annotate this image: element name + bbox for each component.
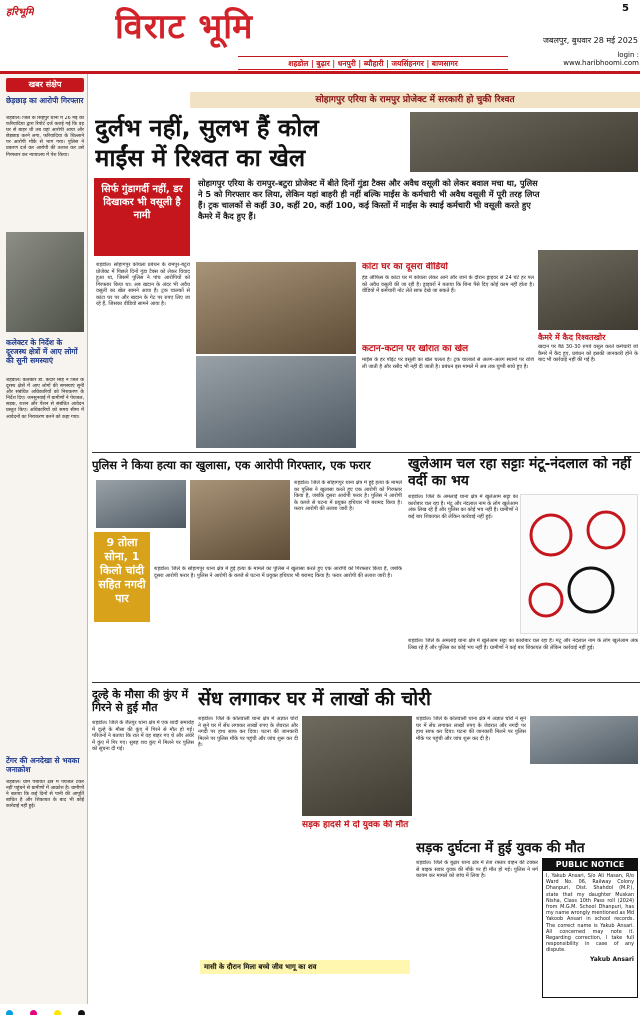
lead-kicker: सोहागपुर एरिया के रामपुर प्रोजेक्ट में सरकारी हो चुकी रिश्वत [190, 92, 640, 108]
brand-logo: हरिभूमि [6, 7, 34, 18]
sidebar-item1-text: शहडोल। जिले के सिंहपुर थाना में 26 मई को फरियादिया द्वारा रिपोर्ट दर्ज कराई गई कि वह घर से बाहर थी तब वहां आरोपी आया और छेड़छाड़ करने लगा, फरियादिया के चिल्लाने पर आरोपी मौके से भाग गया। पुलिस ने प्रकरण दर्ज कर आरोपी की तलाश कर उसे गिरफ्तार कर न्यायालय में पेश किया। [6, 116, 84, 158]
print-registration-marks [0, 1004, 640, 1015]
satta-illustration [520, 494, 638, 634]
lottery-numbers-icon [521, 495, 638, 634]
satta-headline[interactable]: खुलेआम चल रहा सट्टाः मंटू-नंदलाल को नहीं वर्दी का भय [408, 456, 632, 489]
notice-text: I, Yakub Ansari, S/o Ali Hasan, R/o Ward No. 06, Railway Colony Dhanpuri, Dist. Shahdol (M.P.), state that my daughter Muskan Nisha, Class 10th Pass roll (2024) from M.G.M. School Dhanpuri, has my name wrongly mentioned as Md Yakoob Ansari in school records. The correct name is Yakub Ansari. All concerned may note it. Regarding correction, I take full responsibility in case of any dispute. [546, 873, 634, 954]
sidebar-item3-heading[interactable]: टेंगर की अनदेखा से भवका जनाक्रोश [6, 756, 80, 774]
lead-col3: माईंस के हर पॉइंट पर वसूली का खेल चलता है। ट्रक चालकों से अलग-अलग स्थानों पर राशि ली जाती है और रसीद भी नहीं दी जाती है। प्रबंधन इस मामले में अब तक चुप्पी साधे हुए है। [362, 357, 534, 370]
lead-headline-line1: दुर्लभ नहीं, सुलभ हैं कोल [95, 114, 319, 142]
lead-subhead1: कांटा घर का दूसरा वीडियो [362, 262, 448, 272]
sidebar-item2-text: शहडोल। कलेक्टर डॉ. केदार सिंह ने जिले के दूरस्थ क्षेत्रों में आए लोगों की समस्याएं सुनीं और संबंधित अधिकारियों को निराकरण के निर्देश दिए। जनसुनवाई में ग्रामीणों ने पेयजल, सड़क, राशन और पेंशन से संबंधित आवेदन प्रस्तुत किए। अधिकारियों को समय सीमा में आवेदनों का निराकरण करने को कहा गया। [6, 378, 84, 420]
lead-right-text: खदान पर बैठे 30-30 रुपये वसूल करते कर्मचारी जो कैमरे में कैद हुए, प्रबंधन को इसकी जानकारी होने के बाद भी कार्रवाई नहीं की गई है। [538, 344, 638, 363]
lead-headline[interactable] [95, 113, 405, 173]
public-notice [542, 858, 638, 998]
well-headline[interactable]: दूल्हे के मौसा की कुंए में गिरने से हुई मौत [92, 688, 189, 714]
police-body: शहडोल। जिले के सोहागपुर थाना क्षेत्र में हुई हत्या के मामले का पुलिस ने खुलासा करते हुए एक आरोपी को गिरफ्तार किया है, जबकि दूसरा आरोपी फरार है। पुलिस ने आरोपी के कब्जे से घटना में प्रयुक्त हथियार भी बरामद किया है। फरार आरोपी की तलाश जारी है। [154, 566, 402, 579]
registration-dot-cyan [6, 1010, 13, 1015]
lead-col2: हेड ऑफिस के कांटा घर में कोयला लेकर आने और जाने के दौरान ड्राइवर से 24 घंटे हर पल को अवैध वसूली की जा रही है। ड्राइवरों ने बताया कि बिना पैसे दिए कोई काम नहीं होता है। वीडियो में कर्मचारी नोट लेते साफ देखे जा सकते हैं। [362, 275, 534, 294]
lead-photo-bribe [538, 250, 638, 330]
lead-photo-office [196, 262, 356, 354]
gold-theft-box: 9 तोला सोना, 1 किलो चांदी सहित नगदी पार [94, 532, 150, 622]
edition-list: शहडोल | बुढ़ार | धनपुरी | ब्यौहारी | जयसिंहनगर | बाणसागर [238, 56, 508, 70]
date-line: जबलपुर, बुधवार 28 मई 2025 [543, 36, 638, 45]
theft-headline[interactable]: सेंध लगाकर घर में लाखों की चोरी [198, 688, 431, 710]
masthead-title: विराट भूमि [115, 7, 254, 47]
road-boxed-brief: मासी के दौरान मिला बच्चे जीव भागू का शव [200, 960, 410, 974]
theft-body: शहडोल। जिले के कोतवाली थाना क्षेत्र में अज्ञात चोरों ने सूने घर में सेंध लगाकर लाखों रुपए के जेवरात और नगदी पर हाथ साफ कर दिया। घटना की जानकारी मिलने पर पुलिस मौके पर पहुंची और जांच शुरू कर दी है। [416, 716, 526, 742]
sidebar-photo [6, 232, 84, 332]
lead-headline-line2: माईंस में रिश्वत का खेल [95, 144, 306, 172]
theft-photo [302, 716, 412, 816]
police-text: शहडोल। जिले के सोहागपुर थाना क्षेत्र में हुई हत्या के मामले का पुलिस ने खुलासा करते हुए एक आरोपी को गिरफ्तार किया है, जबकि दूसरा आरोपी फरार है। पुलिस ने आरोपी के कब्जे से घटना में प्रयुक्त हथियार भी बरामद किया है। फरार आरोपी की तलाश जारी है। [294, 480, 402, 512]
registration-dot-yellow [54, 1010, 61, 1015]
page-number: 5 [622, 3, 629, 14]
sidebar-item2-heading[interactable]: कलेक्टर के निर्देश के दूरजस्थ क्षेत्रों में आए लोगों की सुनी समस्याएं [6, 338, 78, 365]
lead-photo-caption: कैमरे में कैद रिश्वतखोर [538, 333, 606, 342]
theft-text: शहडोल। जिले के कोतवाली थाना क्षेत्र में अज्ञात चोरों ने सूने घर में सेंध लगाकर लाखों रुपए के जेवरात और नगदी पर हाथ साफ कर दिया। घटना की जानकारी मिलने पर पुलिस मौके पर पहुंची और जांच शुरू कर दी है। [198, 716, 298, 748]
satta-text: शहडोल। जिले के अमलाई थाना क्षेत्र में खुलेआम सट्टा का कारोबार चल रहा है। मंटू और नंदलाल नाम के लोग खुलेआम अंक लिख रहे हैं और पुलिस का कोई भय नहीं है। ग्रामीणों ने कई बार शिकायत की लेकिन कार्रवाई नहीं हुई। [408, 494, 518, 520]
satta-body: शहडोल। जिले के अमलाई थाना क्षेत्र में खुलेआम सट्टा का कारोबार चल रहा है। मंटू और नंदलाल नाम के लोग खुलेआम अंक लिख रहे हैं और पुलिस का कोई भय नहीं है। ग्रामीणों ने कई बार शिकायत की लेकिन कार्रवाई नहीं हुई। [408, 638, 638, 651]
section-divider-2 [92, 682, 640, 683]
masthead-divider [0, 71, 640, 74]
police-photo-accused [190, 480, 290, 560]
sidebar-item1-heading[interactable]: छेड़छाड़ का आरोपी गिरफ्तार [6, 96, 84, 105]
road-headline[interactable]: सड़क दुर्घटना में हुई युवक की मौत [416, 840, 585, 856]
well-text: शहडोल। जिले के जैतपुर थाना क्षेत्र में एक शादी समारोह में दूल्हे के मौसा की कुंए में गिरने से मौत हो गई। परिजनों ने बताया कि रात में वह बाहर गए थे और अंधेरे में कुंए में गिर गए। सुबह शव कुंए में मिलने पर पुलिस को सूचना दी गई। [92, 720, 194, 752]
lead-subhead2: कटान-कटान पर खोरात का खेल [362, 344, 469, 354]
police-headline[interactable]: पुलिस ने किया हत्या का खुलासा, एक आरोपी गिरफ्तार, एक फरार [92, 458, 371, 472]
sidebar-badge: खबर संक्षेप [6, 78, 84, 92]
lead-col1: शहडोल। सोहागपुर कोयला प्रबंधन के रामपुर-बटुरा प्रोजेक्ट में पिछले दिनों गुंडा टैक्स को लेकर विवाद हुआ था, जिसमें पुलिस ने पांच आरोपियों को गिरफ्तार किया था। अब खदान के अंदर भी अवैध वसूली का खेल सामने आया है। ट्रक चालकों से कांटा घर पर और खदान के गेट पर रुपए लिए जा रहे हैं, जिसका वीडियो सामने आया है। [96, 262, 190, 307]
notice-signature: Yakub Ansari [589, 955, 634, 963]
website-link[interactable]: login : www.haribhoomi.com [563, 51, 639, 67]
theft-photo-2 [530, 716, 638, 764]
sidebar-item3-text: शहडोल। ग्राम पंचायत क्षेत्र में पेयजल टैंकर नहीं पहुंचने से ग्रामीणों में आक्रोश है। ग्रामीणों ने बताया कि कई दिनों से पानी की आपूर्ति बाधित है और शिकायत के बाद भी कोई कार्रवाई नहीं हुई। [6, 780, 84, 810]
road-text: शहडोल। जिले के बुढ़ार थाना क्षेत्र में तेज रफ्तार वाहन की टक्कर से बाइक सवार युवक की मौके पर ही मौत हो गई। पुलिस ने मर्ग कायम कर मामले को जांच में लिया है। [416, 860, 538, 879]
police-photo [96, 480, 186, 528]
lead-highlight-box: सिर्फ गुंडागर्दी नहीं, डर दिखाकर भी वसूली है नामी [94, 178, 190, 256]
lead-dek: सोहागपुर एरिया के रामपुर-बटुरा प्रोजेक्ट में बीते दिनों गुंडा टैक्स और अवैध वसूली को लेकर बवाल मचा था, पुलिस ने 5 को गिरफ्तार कर लिया, लेकिन यहां बाहरी ही नहीं बल्कि माईंस के कर्मचारी भी अवैध वसूली में पूरी तरह लिप्त हैं। ट्रक चालकों से कहीं 30, कहीं 20, कहीं 100, कई किस्तों में माईंस के स्थाई कर्मचारी भी वसूली करते हुए कैमरे में कैद हुए हैं। [198, 178, 540, 221]
accident-caption: सड़क हादसे में दो युवक की मौत [302, 820, 409, 830]
lead-photo-crowd [196, 356, 356, 448]
notice-title: PUBLIC NOTICE [543, 859, 637, 871]
lead-photo-trucks [410, 112, 638, 172]
registration-dot-black [78, 1010, 85, 1015]
registration-dot-magenta [30, 1010, 37, 1015]
section-divider [92, 452, 640, 453]
